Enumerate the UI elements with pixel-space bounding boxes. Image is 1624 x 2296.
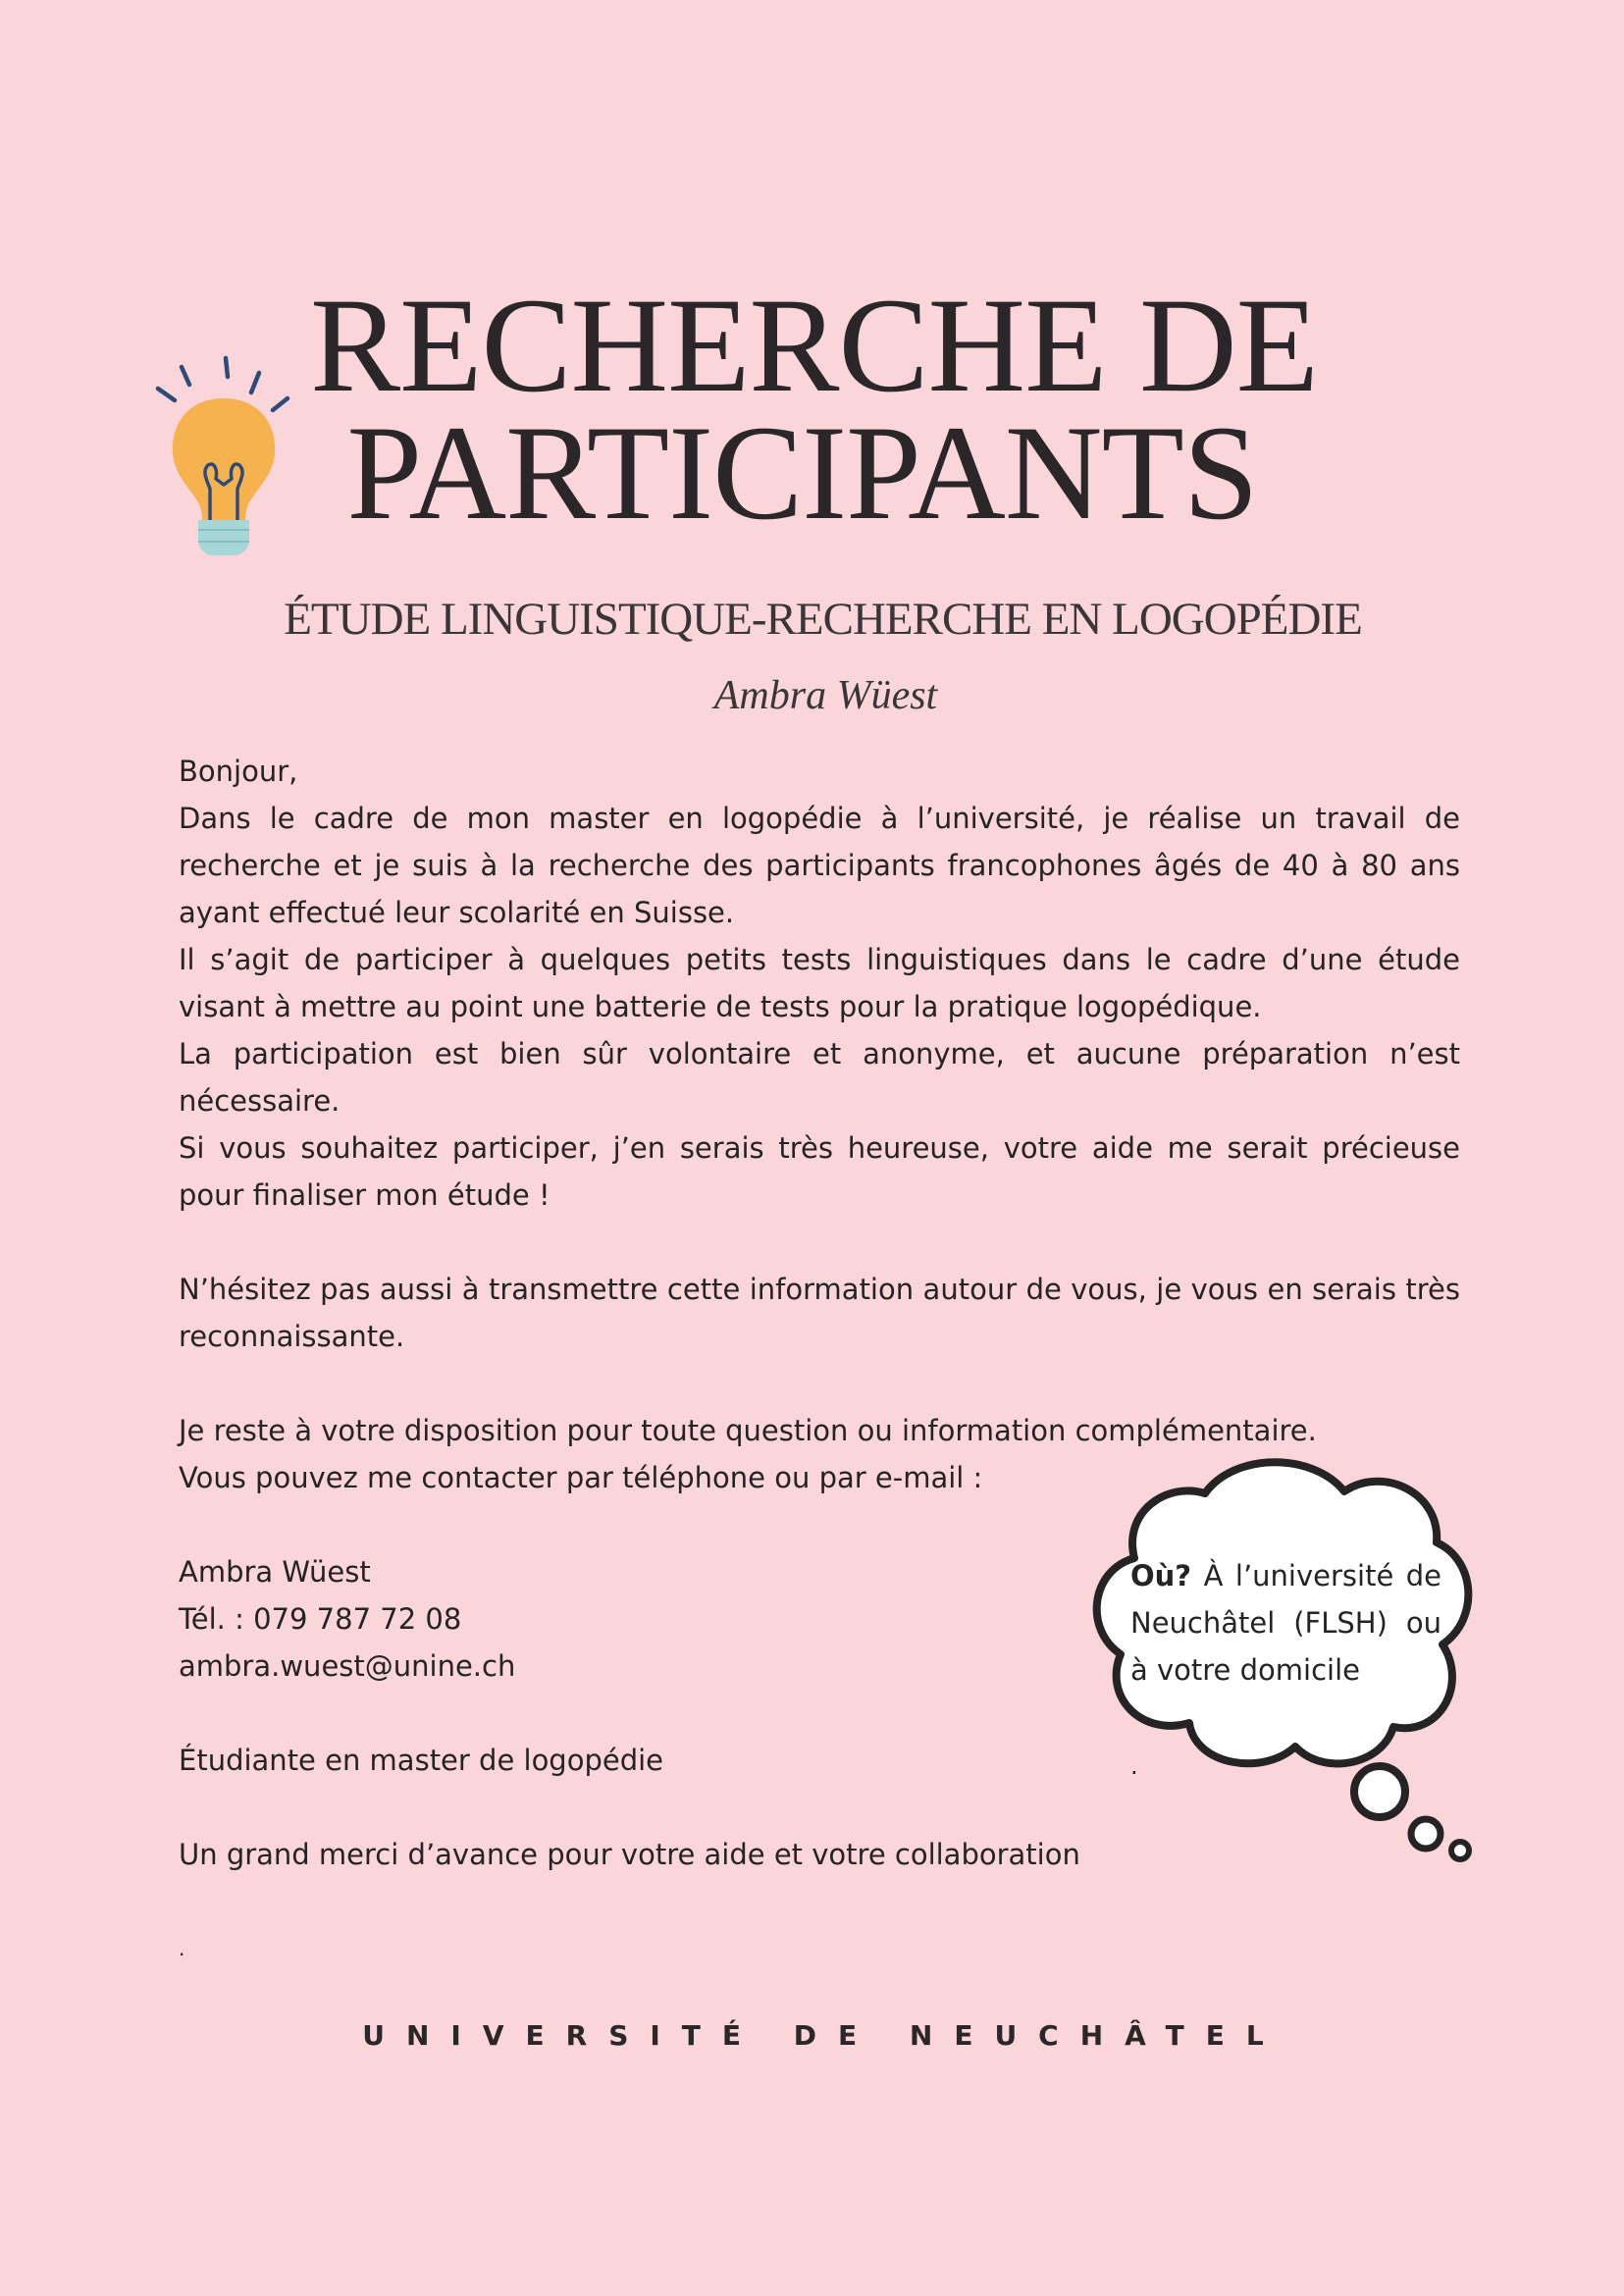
- spacer: [179, 1360, 1460, 1407]
- student-role: Étudiante en master de logopédie: [179, 1744, 664, 1777]
- spacer: [179, 1878, 1460, 1925]
- paragraph-request: Si vous souhaitez participer, j’en serais très heureuse, votre aide me serait précieuse pour finaliser mon étude !: [179, 1131, 1460, 1212]
- contact-phone: Tél. : 079 787 72 08: [179, 1602, 462, 1636]
- bubble-label: Où?: [1130, 1559, 1192, 1592]
- trailing-dot: .: [179, 1937, 185, 1960]
- bubble-trailing-dot: .: [1130, 1752, 1138, 1780]
- contact-name: Ambra Wüest: [179, 1555, 371, 1589]
- title-line-2: PARTICIPANTS: [346, 397, 1258, 548]
- lightbulb-icon: [155, 355, 292, 557]
- bubble-location: À l’université de Neuchâtel (FLSH) ou à votre domicile: [1130, 1559, 1441, 1687]
- paragraph-share: N’hésitez pas aussi à transmettre cette information autour de vous, je vous en serais très reconnaissante.: [179, 1273, 1460, 1353]
- paragraph-contact: Vous pouvez me contacter par téléphone ou par e-mail :: [179, 1461, 983, 1494]
- paragraph-participation: La participation est bien sûr volontaire et anonyme, et aucune préparation n’est nécessaire.: [179, 1037, 1460, 1118]
- spacer: [179, 1219, 1460, 1266]
- greeting: Bonjour,: [179, 755, 298, 788]
- thanks-line: Un grand merci d’avance pour votre aide et votre collaboration: [179, 1838, 1080, 1871]
- bubble-text: [1130, 1552, 1441, 1694]
- paragraph-tests: Il s’agit de participer à quelques petits tests linguistiques dans le cadre d’une étude visant à mettre au point une batterie de tests pour la pratique logopédique.: [179, 943, 1460, 1023]
- subtitle: ÉTUDE LINGUISTIQUE-RECHERCHE EN LOGOPÉDIE: [284, 594, 1362, 645]
- title-line-1: RECHERCHE DE: [310, 270, 1318, 420]
- paragraph-availability: Je reste à votre disposition pour toute question ou information complémentaire.: [179, 1414, 1317, 1447]
- footer-university: UNIVERSITÉ DE NEUCHÂTEL: [362, 2019, 1285, 2052]
- contact-email: ambra.wuest@unine.ch: [179, 1649, 516, 1683]
- paragraph-intro: Dans le cadre de mon master en logopédie à l’université, je réalise un travail de recherche et je suis à la recherche des participants francophones âgés de 40 à 80 ans ayant effectué leur scolarité en Suisse.: [179, 802, 1460, 929]
- author-name: Ambra Wüest: [713, 673, 938, 718]
